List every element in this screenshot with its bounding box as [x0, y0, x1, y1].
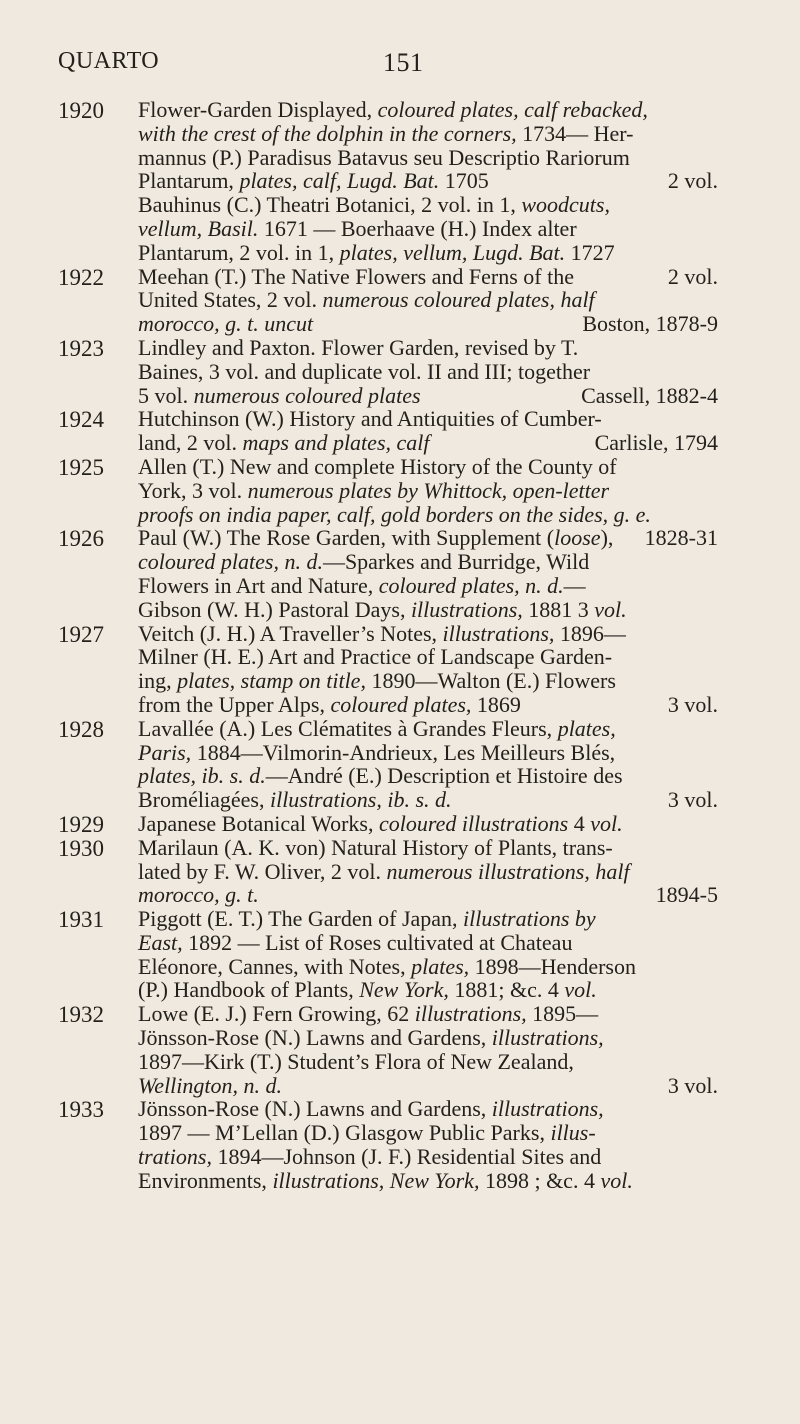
- lot-description: [138, 907, 718, 1002]
- italic-text: morocco, g. t.: [138, 882, 259, 908]
- lot-number: 1929: [58, 811, 104, 837]
- lot-entry: [58, 907, 718, 1002]
- right-aligned-text: 3 vol.: [667, 787, 718, 813]
- lot-number: 1928: [58, 716, 104, 742]
- lot-description: [138, 1002, 718, 1097]
- description-line: Jönsson-Rose (N.) Lawns and Gardens, illustrations,: [138, 1025, 604, 1051]
- lot-description: [138, 526, 718, 621]
- italic-text: illustrations,: [410, 596, 523, 622]
- description-line: Flowers in Art and Nature, coloured plates, n. d.—: [138, 572, 586, 598]
- lot-entry: [58, 407, 718, 455]
- description-line: plates, ib. s. d.—André (E.) Description et Histoire des: [138, 763, 623, 789]
- lot-number: 1927: [58, 621, 104, 647]
- lot-description: [138, 836, 718, 907]
- italic-text: vol.: [564, 977, 597, 1003]
- description-line: Flower-Garden Displayed, coloured plates, calf rebacked,: [138, 97, 648, 122]
- description-line: Marilaun (A. K. von) Natural History of Plants, trans-: [138, 834, 613, 860]
- lot-number: 1922: [58, 264, 104, 290]
- italic-text: plates,: [411, 953, 470, 979]
- lot-number: 1933: [58, 1097, 104, 1123]
- lot-entry: [58, 717, 718, 812]
- description-line: 1897 — M’Lellan (D.) Glasgow Public Parks, illus-: [138, 1120, 596, 1146]
- description-line: ing, plates, stamp on title, 1890—Walton (E.) Flowers: [138, 668, 616, 694]
- lot-description: [138, 1097, 718, 1192]
- italic-text: woodcuts,: [521, 192, 610, 218]
- right-aligned-text: 1828-31: [644, 525, 718, 551]
- lot-description: [138, 812, 718, 836]
- description-line: 1897—Kirk (T.) Student’s Flora of New Zealand,: [138, 1048, 574, 1074]
- italic-text: illustrations by: [463, 906, 596, 932]
- lot-entry: [58, 812, 718, 836]
- lot-number: 1925: [58, 454, 104, 480]
- description-line: Paul (W.) The Rose Garden, with Supplement (loose),: [138, 525, 614, 551]
- description-line: Eléonore, Cannes, with Notes, plates, 1898—Henderson: [138, 953, 636, 979]
- italic-text: maps and plates, calf: [242, 430, 430, 456]
- lot-description: [138, 407, 718, 455]
- right-aligned-text: 2 vol.: [667, 263, 718, 289]
- description-line: Japanese Botanical Works, coloured illustrations 4 vol.: [138, 810, 623, 836]
- description-line: Lindley and Paxton. Flower Garden, revised by T.: [138, 334, 579, 360]
- lot-number: 1923: [58, 335, 104, 361]
- lot-entry: [58, 526, 718, 621]
- italic-text: plates, ib. s. d.: [138, 763, 266, 789]
- description-line: [138, 1074, 718, 1098]
- italic-text: coloured plates, calf rebacked,: [377, 97, 648, 122]
- lot-description: [138, 622, 718, 717]
- lot-description: [138, 717, 718, 812]
- italic-text: numerous coloured plates: [193, 382, 421, 408]
- description-line: [138, 503, 718, 527]
- lot-entry: [58, 1002, 718, 1097]
- description-line: coloured plates, n. d.—Sparkes and Burridge, Wild: [138, 549, 590, 575]
- description-line: Paris, 1884—Vilmorin-Andrieux, Les Meilleurs Blés,: [138, 739, 616, 765]
- description-line: with the crest of the dolphin in the corners, 1734— Her-: [138, 120, 634, 146]
- description-line: land, 2 vol. maps and plates, calf Carlisle, 1794: [138, 430, 718, 456]
- italic-text: trations,: [138, 1144, 212, 1170]
- italic-text: numerous illustrations, half: [386, 858, 630, 884]
- italic-text: vol.: [600, 1167, 633, 1193]
- description-line: Piggott (E. T.) The Garden of Japan, illustrations by: [138, 906, 596, 932]
- description-line: trations, 1894—Johnson (J. F.) Residential Sites and: [138, 1144, 602, 1170]
- italic-text: Paris,: [138, 739, 192, 765]
- description-line: [138, 883, 718, 907]
- description-line: Baines, 3 vol. and duplicate vol. II and III; together: [138, 358, 591, 384]
- italic-text: proofs on india paper, calf, gold borders on the sides, g. e.: [138, 501, 651, 527]
- description-line: Lowe (E. J.) Fern Growing, 62 illustrations, 1895—: [138, 1001, 599, 1027]
- lot-description: [138, 265, 718, 336]
- italic-text: illustrations,: [491, 1096, 604, 1122]
- description-line: Lavallée (A.) Les Clématites à Grandes Fleurs, plates,: [138, 715, 616, 741]
- description-line: 5 vol. numerous coloured plates Cassell, 1882-4: [138, 382, 718, 408]
- italic-text: morocco, g. t. uncut: [138, 311, 314, 337]
- italic-text: coloured illustrations: [378, 810, 569, 836]
- description-line: Hutchinson (W.) History and Antiquities of Cumber-: [138, 406, 602, 432]
- italic-text: numerous plates by Whittock, open-letter: [247, 477, 610, 503]
- italic-text: numerous coloured plates, half: [322, 287, 595, 313]
- section-title: QUARTO: [58, 48, 160, 74]
- description-line: from the Upper Alps, coloured plates, 1869 3 vol.: [138, 691, 718, 717]
- italic-text: illustrations,: [442, 620, 555, 646]
- italic-text: illus-: [550, 1120, 596, 1146]
- description-line: York, 3 vol. numerous plates by Whittock, open-letter: [138, 477, 610, 503]
- lot-entry: [58, 836, 718, 907]
- description-line: Plantarum, 2 vol. in 1, plates, vellum, Lugd. Bat. 1727: [138, 239, 615, 265]
- italic-text: plates,: [557, 715, 616, 741]
- italic-text: vol.: [594, 596, 627, 622]
- right-aligned-text: 3 vol.: [667, 1072, 718, 1098]
- right-aligned-text: Carlisle, 1794: [594, 430, 718, 456]
- italic-text: vol.: [590, 810, 623, 836]
- right-aligned-text: 1894-5: [655, 882, 718, 908]
- italic-text: coloured plates, n. d.: [138, 549, 323, 575]
- italic-text: coloured plates,: [330, 691, 472, 717]
- lot-list: [58, 98, 718, 1193]
- description-line: (P.) Handbook of Plants, New York, 1881; &c. 4 vol.: [138, 977, 597, 1003]
- italic-text: plates, calf, Lugd. Bat.: [239, 168, 440, 194]
- italic-text: East,: [138, 929, 183, 955]
- right-aligned-text: Cassell, 1882-4: [581, 382, 718, 408]
- description-line: Allen (T.) New and complete History of the County of: [138, 453, 617, 479]
- description-line: Plantarum, plates, calf, Lugd. Bat. 1705 2 vol.: [138, 168, 718, 194]
- description-line: vellum, Basil. 1671 — Boerhaave (H.) Index alter: [138, 215, 577, 241]
- description-line: Environments, illustrations, New York, 1898 ; &c. 4 vol.: [138, 1167, 633, 1193]
- description-line: Meehan (T.) The Native Flowers and Ferns of the: [138, 263, 575, 289]
- italic-text: plates, stamp on title,: [177, 668, 366, 694]
- description-line: Veitch (J. H.) A Traveller’s Notes, illustrations, 1896—: [138, 620, 626, 646]
- lot-entry: [58, 265, 718, 336]
- description-line: Jönsson-Rose (N.) Lawns and Gardens, illustrations,: [138, 1096, 604, 1122]
- description-line: [138, 312, 718, 336]
- lot-number: 1931: [58, 907, 104, 933]
- right-aligned-text: Boston, 1878-9: [582, 311, 718, 337]
- description-line: Milner (H. E.) Art and Practice of Landscape Garden-: [138, 644, 613, 670]
- lot-number: 1932: [58, 1002, 104, 1028]
- lot-entry: [58, 622, 718, 717]
- italic-text: plates, vellum, Lugd. Bat.: [339, 239, 566, 265]
- italic-text: Wellington, n. d.: [138, 1072, 283, 1098]
- italic-text: with the crest of the dolphin in the corners,: [138, 120, 517, 146]
- lot-description: [138, 336, 718, 407]
- lot-number: 1930: [58, 835, 104, 861]
- lot-entry: [58, 1097, 718, 1192]
- italic-text: illustrations, ib. s. d.: [269, 787, 452, 813]
- lot-number: 1926: [58, 526, 104, 552]
- lot-entry: [58, 336, 718, 407]
- right-aligned-text: 3 vol.: [667, 691, 718, 717]
- description-line: Gibson (W. H.) Pastoral Days, illustrations, 1881 3 vol.: [138, 596, 627, 622]
- lot-number: 1924: [58, 407, 104, 433]
- description-line: Bauhinus (C.) Theatri Botanici, 2 vol. in 1, woodcuts,: [138, 192, 610, 218]
- italic-text: coloured plates, n. d.: [378, 572, 564, 598]
- description-line: lated by F. W. Oliver, 2 vol. numerous illustrations, half: [138, 858, 630, 884]
- page-number: 151: [383, 48, 424, 77]
- lot-number: 1920: [58, 98, 104, 123]
- description-line: Broméliagées, illustrations, ib. s. d. 3 vol.: [138, 787, 718, 813]
- description-line: United States, 2 vol. numerous coloured plates, half: [138, 287, 595, 313]
- italic-text: vellum, Basil.: [138, 215, 259, 241]
- italic-text: illustrations,: [491, 1025, 604, 1051]
- italic-text: illustrations, New York,: [272, 1167, 480, 1193]
- italic-text: loose: [554, 525, 601, 551]
- italic-text: illustrations,: [414, 1001, 527, 1027]
- description-line: mannus (P.) Paradisus Batavus seu Descriptio Rariorum: [138, 144, 630, 170]
- italic-text: New York,: [359, 977, 449, 1003]
- right-aligned-text: 2 vol.: [667, 168, 718, 194]
- description-line: East, 1892 — List of Roses cultivated at Chateau: [138, 929, 573, 955]
